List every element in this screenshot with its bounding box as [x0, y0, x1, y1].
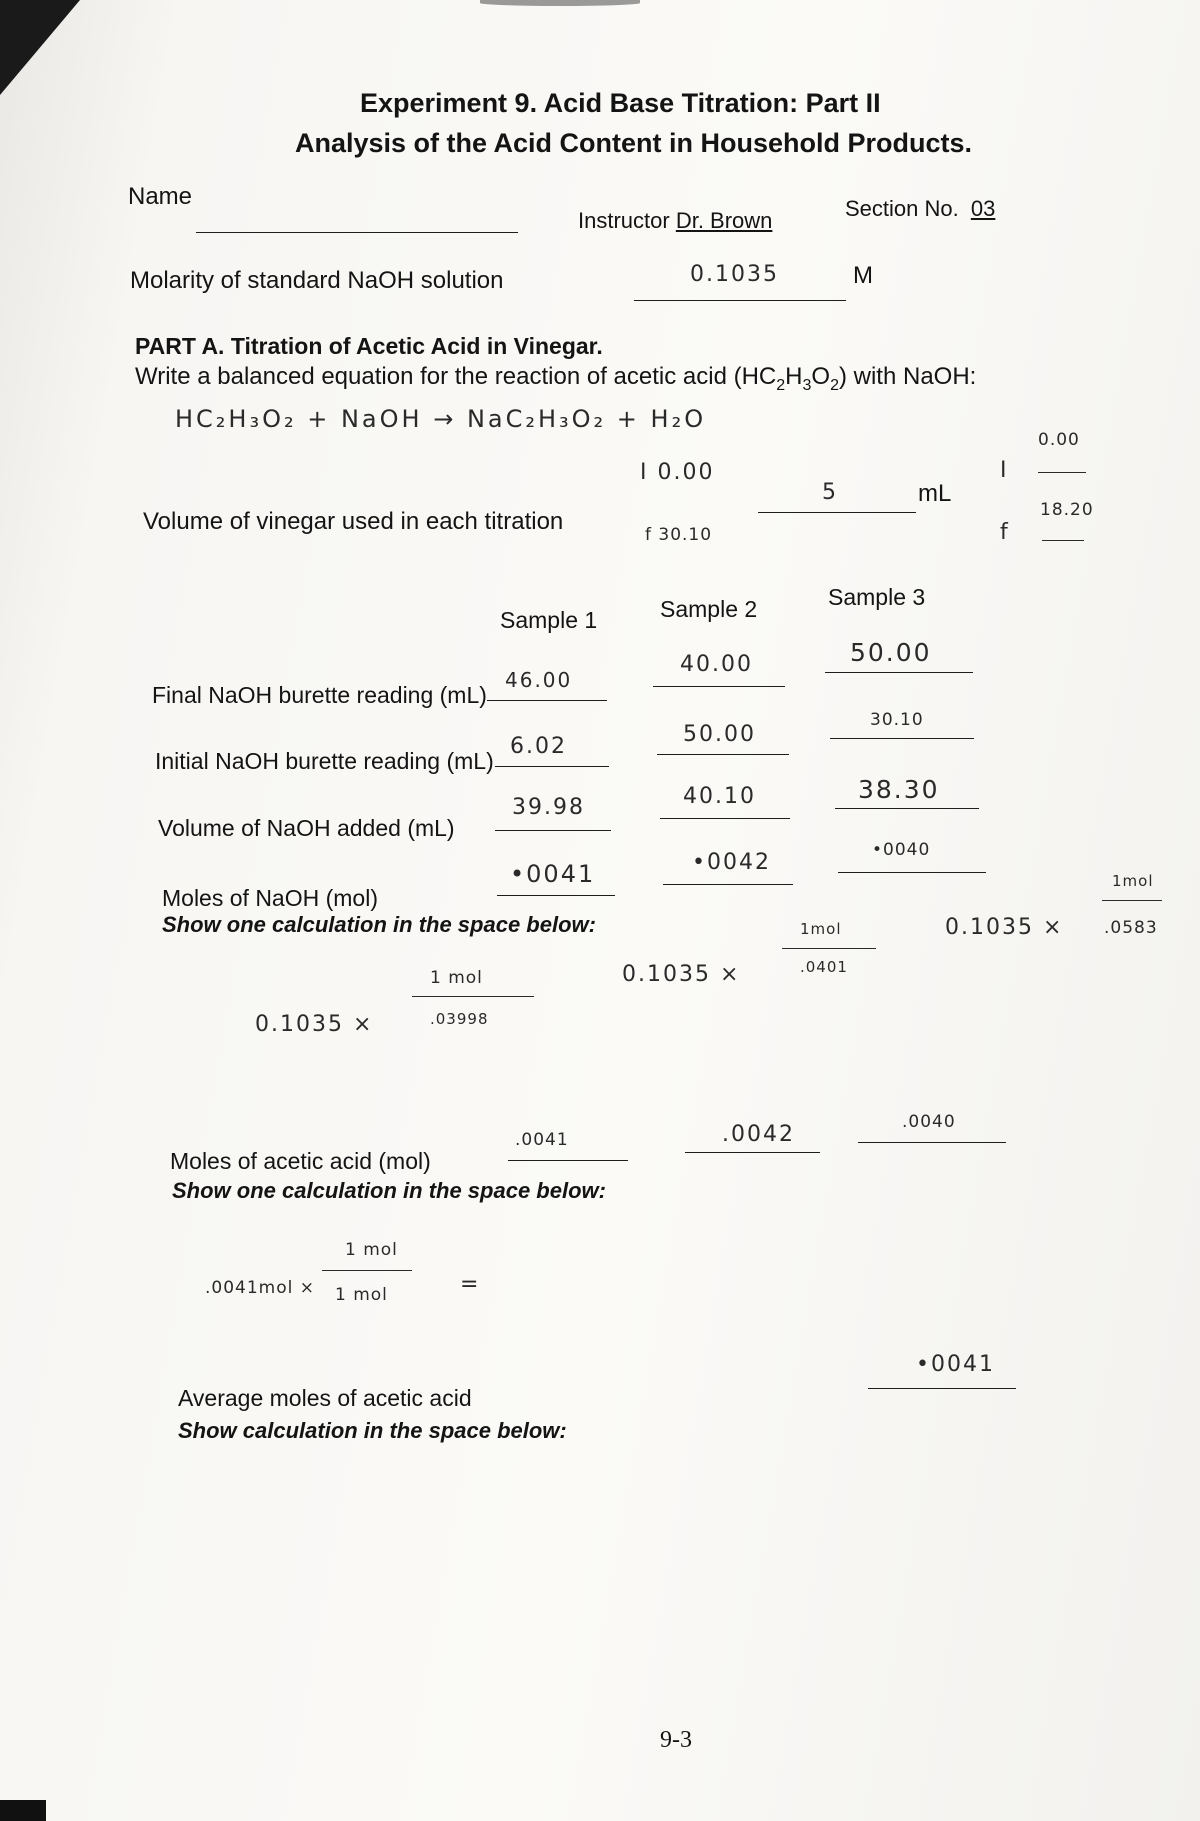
- calc1-c-numerator: 1mol: [1112, 872, 1154, 890]
- average-value: •0041: [916, 1352, 995, 1377]
- header-sample-1: Sample 1: [500, 607, 598, 633]
- average-line: [868, 1388, 1016, 1389]
- balanced-equation: HC₂H₃O₂ + NaOH → NaC₂H₃O₂ + H₂O: [175, 405, 707, 433]
- calc2-numerator: 1 mol: [345, 1240, 398, 1260]
- calc1-c-denominator: .0583: [1104, 918, 1158, 938]
- calc2-prefix: .0041mol ×: [205, 1278, 315, 1298]
- vinegar-label: Volume of vinegar used in each titration: [143, 508, 564, 535]
- title-line-1: Experiment 9. Acid Base Titration: Part II: [360, 88, 881, 118]
- row-moles-sample-1: •0041: [510, 860, 596, 888]
- row-volume-line-1: [495, 830, 611, 831]
- scan-shadow: [480, 0, 640, 6]
- row-moles-line-1: [497, 895, 615, 896]
- acetic-sample-1: .0041: [515, 1130, 569, 1150]
- vinegar-line: [758, 512, 916, 513]
- calc2-equals: =: [460, 1272, 481, 1297]
- vinegar-value: 5: [822, 480, 838, 505]
- header-sample-3: Sample 3: [828, 584, 926, 610]
- calc1-b-denominator: .0401: [800, 958, 848, 976]
- prompt-text-4: ) with NaOH:: [838, 363, 977, 390]
- vinegar-note-final: f 30.10: [645, 525, 713, 545]
- acetic-line-1: [508, 1160, 628, 1161]
- average-label: Average moles of acetic acid: [178, 1385, 472, 1411]
- prompt-text-3: O: [811, 363, 831, 390]
- row-volume-line-2: [660, 818, 790, 819]
- row-initial-line-3: [830, 738, 974, 739]
- scan-corner-top-left: [0, 0, 80, 95]
- calc1-c-prefix: 0.1035 ×: [945, 915, 1064, 940]
- prompt-sub-3: 2: [830, 376, 839, 394]
- calc1-a-denominator: .03998: [430, 1010, 489, 1028]
- name-label: Name: [128, 183, 193, 210]
- calc1-a-bar: [412, 996, 534, 997]
- header-sample-2: Sample 2: [660, 596, 758, 622]
- acetic-line-2: [685, 1152, 820, 1153]
- acetic-label: Moles of acetic acid (mol): [170, 1148, 431, 1174]
- section-value: 03: [970, 196, 996, 221]
- row-initial-sample-2: 50.00: [683, 722, 756, 747]
- vinegar-right-i-letter: I: [1000, 458, 1009, 483]
- calc1-label: Show one calculation in the space below:: [162, 912, 596, 937]
- row-initial-sample-1: 6.02: [510, 734, 567, 759]
- calc1-b-prefix: 0.1035 ×: [622, 962, 741, 987]
- row-moles-sample-3: •0040: [872, 840, 931, 860]
- row-final-sample-3: 50.00: [850, 638, 932, 667]
- instructor-value: Dr. Brown: [675, 208, 773, 233]
- row-volume-sample-1: 39.98: [512, 795, 585, 820]
- calc2-label: Show one calculation in the space below:: [172, 1178, 606, 1203]
- instructor-label: Instructor: [578, 208, 670, 233]
- row-initial-line-2: [657, 754, 789, 755]
- prompt-sub-1: 2: [776, 376, 786, 394]
- prompt-sub-2: 3: [802, 376, 812, 394]
- prompt-text-2: H: [785, 363, 803, 390]
- calc1-b-bar: [782, 948, 876, 949]
- row-initial-line-1: [495, 766, 609, 767]
- calc1-a-numerator: 1 mol: [430, 968, 483, 988]
- acetic-sample-3: .0040: [902, 1112, 956, 1132]
- row-initial-sample-3: 30.10: [870, 710, 924, 730]
- part-a-prompt: [135, 363, 976, 395]
- row-moles-label: Moles of NaOH (mol): [162, 885, 378, 911]
- vinegar-right-i-bar: [1038, 472, 1086, 473]
- row-final-line-2: [653, 686, 785, 687]
- acetic-sample-2: .0042: [722, 1122, 795, 1147]
- calc2-bar: [322, 1270, 412, 1271]
- scan-corner-bottom-left: [0, 1800, 46, 1821]
- section-row: [845, 196, 1013, 222]
- row-initial-label: Initial NaOH burette reading (mL): [155, 748, 494, 774]
- row-volume-line-3: [835, 808, 979, 809]
- section-label: Section No.: [845, 196, 959, 221]
- calc1-b-numerator: 1mol: [800, 920, 842, 938]
- vinegar-right-f-bar: [1042, 540, 1084, 541]
- page-number: 9-3: [660, 1727, 692, 1753]
- acetic-line-3: [858, 1142, 1006, 1143]
- name-line: [196, 232, 518, 233]
- row-volume-sample-3: 38.30: [858, 775, 940, 804]
- calc2-denominator: 1 mol: [335, 1285, 388, 1305]
- instructor-row: [578, 208, 772, 234]
- row-final-line-1: [487, 700, 607, 701]
- row-final-line-3: [825, 672, 973, 673]
- row-moles-sample-2: •0042: [692, 850, 771, 875]
- row-moles-line-3: [838, 872, 986, 873]
- row-moles-line-2: [663, 884, 793, 885]
- calc1-a-prefix: 0.1035 ×: [255, 1012, 374, 1037]
- prompt-text-1: Write a balanced equation for the reaction of acetic acid (HC: [135, 363, 777, 390]
- row-final-label: Final NaOH burette reading (mL): [152, 682, 487, 708]
- molarity-value: 0.1035: [690, 262, 779, 287]
- row-final-sample-2: 40.00: [680, 652, 753, 677]
- vinegar-note-initial: I 0.00: [640, 460, 715, 485]
- part-a-title: PART A. Titration of Acetic Acid in Vinegar.: [135, 333, 603, 359]
- molarity-unit: M: [853, 262, 873, 289]
- molarity-line: [634, 300, 846, 301]
- vinegar-right-f-value: 18.20: [1040, 500, 1094, 520]
- row-volume-label: Volume of NaOH added (mL): [158, 815, 455, 841]
- row-final-sample-1: 46.00: [505, 668, 573, 692]
- vinegar-right-f-letter: f: [1000, 520, 1010, 545]
- vinegar-unit: mL: [918, 480, 952, 507]
- vinegar-right-i-value: 0.00: [1038, 430, 1080, 450]
- calc1-c-bar: [1102, 900, 1162, 901]
- average-calc-label: Show calculation in the space below:: [178, 1418, 567, 1443]
- molarity-label: Molarity of standard NaOH solution: [130, 267, 504, 294]
- row-volume-sample-2: 40.10: [683, 784, 756, 809]
- title-line-2: Analysis of the Acid Content in Household Products.: [295, 128, 973, 158]
